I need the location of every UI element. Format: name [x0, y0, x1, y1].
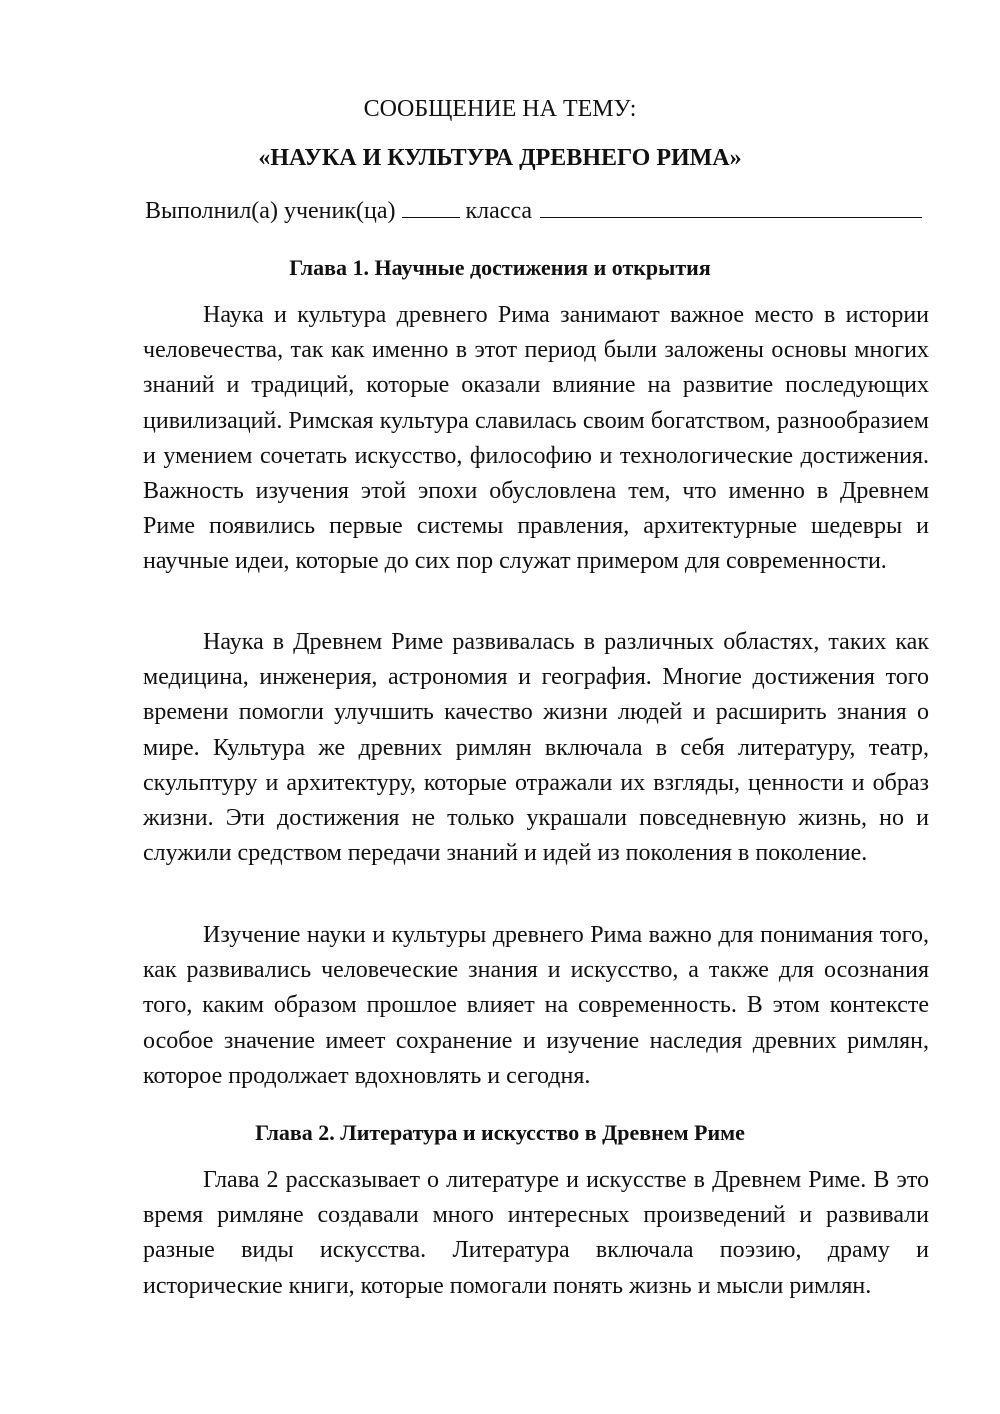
- author-prefix: Выполнил(а) ученик(ца): [145, 198, 396, 224]
- chapter1-paragraph-1: Наука и культура древнего Рима занимают важное место в истории человечества, так как именно в этот период были заложены основы многих знаний и традиций, которые оказали влияние на развитие последующих цивилизаций. Римская культура славилась своим богатством, разнообразием и умением сочетать искусство, философию и технологические достижения. Важность изучения этой эпохи обусловлена тем, что именно в Древнем Риме появились первые системы правления, архитектурные шедевры и научные идеи, которые до сих пор служат примером для современности.: [143, 302, 929, 575]
- chapter2-paragraph-1: Глава 2 рассказывает о литературе и искусстве в Древнем Риме. В это время римляне создавали много интересных произведений и развивали разные виды искусства. Литература включала поэзию, драму и исторические книги, которые помогали понять жизнь и мысли римлян.: [143, 1167, 929, 1299]
- chapter1-paragraph-3: Изучение науки и культуры древнего Рима важно для понимания того, как развивались человеческие знания и искусство, а также для осознания того, каким образом прошлое влияет на современность. В этом контексте особое значение имеет сохранение и изучение наследия древних римлян, которое продолжает вдохновлять и сегодня.: [143, 922, 929, 1089]
- author-line: [145, 196, 935, 226]
- chapter1-heading: Глава 1. Научные достижения и открытия: [289, 255, 711, 280]
- document-title-line2: «НАУКА И КУЛЬТУРА ДРЕВНЕГО РИМА»: [258, 145, 742, 171]
- chapter1-paragraph-2: Наука в Древнем Риме развивалась в различных областях, таких как медицина, инженерия, астрономия и география. Многие достижения того времени помогли улучшить качество жизни людей и расширить знания о мире. Культура же древних римлян включала в себя литературу, театр, скульптуру и архитектуру, которые отражали их взгляды, ценности и образ жизни. Эти достижения не только украшали повседневную жизнь, но и служили средством передачи знаний и идей из поколения в поколение.: [143, 629, 929, 867]
- document-title-line1: СООБЩЕНИЕ НА ТЕМУ:: [363, 96, 637, 122]
- chapter2-heading: Глава 2. Литература и искусство в Древнем Риме: [255, 1120, 745, 1145]
- class-number-blank: [402, 197, 460, 218]
- author-class-word: класса: [465, 198, 533, 224]
- student-name-blank: [540, 197, 922, 218]
